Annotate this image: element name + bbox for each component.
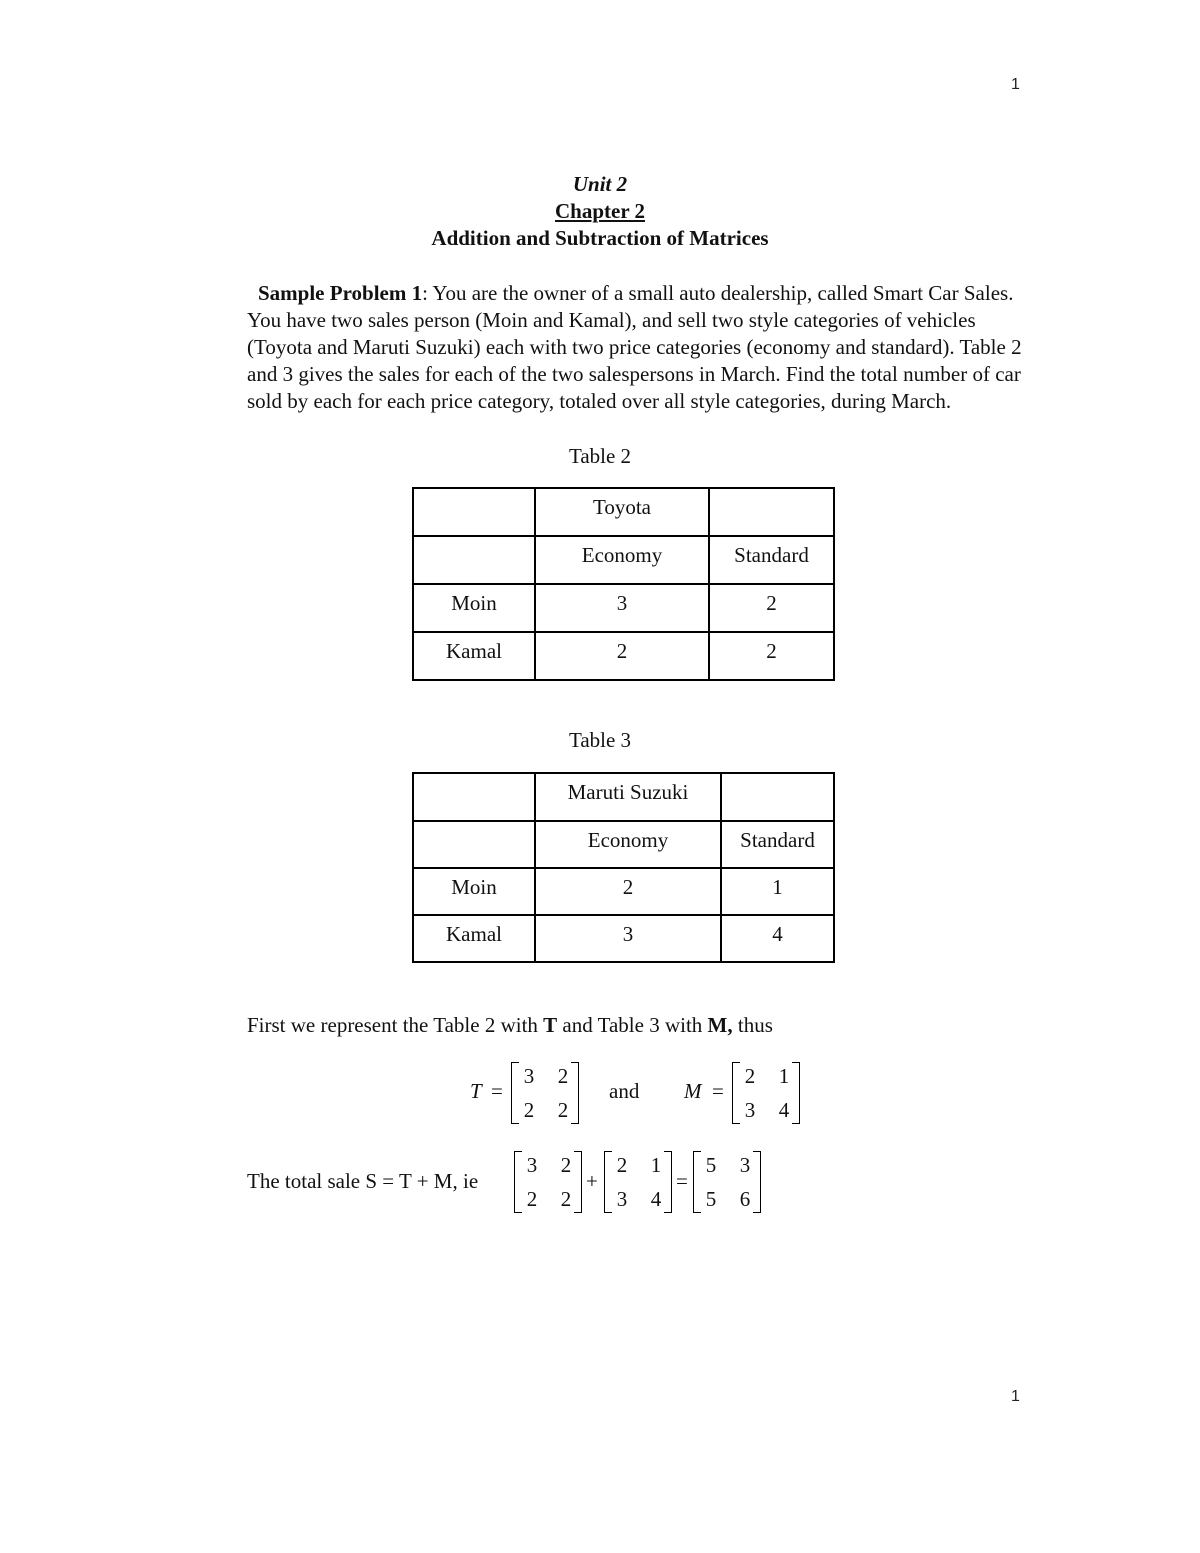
row-name: Moin <box>413 584 535 632</box>
matrix-cell: 5 <box>705 1153 717 1177</box>
bracket-left <box>511 1062 519 1124</box>
page-number-bottom: 1 <box>1011 1388 1020 1405</box>
table2 <box>412 487 835 681</box>
matrix-S <box>693 1151 761 1213</box>
row-name: Kamal <box>413 915 535 962</box>
matrix-cell: 2 <box>616 1153 628 1177</box>
cell-economy: 2 <box>535 868 721 915</box>
page-number-top: 1 <box>1011 76 1020 93</box>
table2-empty <box>709 488 834 536</box>
row-name: Moin <box>413 868 535 915</box>
table3-brand: Maruti Suzuki <box>535 773 721 821</box>
cell-standard: 4 <box>721 915 834 962</box>
table-row <box>413 632 834 680</box>
table-row <box>413 584 834 632</box>
matrix-cell: 1 <box>650 1153 662 1177</box>
table3-col-economy: Economy <box>535 821 721 868</box>
matrix-cell: 6 <box>739 1187 751 1211</box>
matrix-T <box>511 1062 579 1124</box>
matrix-cell: 2 <box>557 1098 569 1122</box>
matrix-cell: 2 <box>523 1098 535 1122</box>
table3-caption: Table 3 <box>568 728 632 752</box>
table2-caption: Table 2 <box>568 444 632 468</box>
table3-corner <box>413 773 535 821</box>
matrix-cell: 3 <box>523 1064 535 1088</box>
matrix-M <box>732 1062 800 1124</box>
represent-M: M, <box>707 1013 733 1037</box>
problem-paragraph <box>247 280 1037 415</box>
represent-text-2: and Table 3 with <box>557 1013 708 1037</box>
matrix-cell: 3 <box>526 1153 538 1177</box>
table2-col-economy: Economy <box>535 536 709 584</box>
bracket-left <box>693 1151 701 1213</box>
T-symbol: T <box>470 1079 482 1103</box>
bracket-left <box>604 1151 612 1213</box>
table2-brand: Toyota <box>535 488 709 536</box>
matrix-cell: 3 <box>739 1153 751 1177</box>
matrix-A <box>514 1151 582 1213</box>
bracket-left <box>732 1062 740 1124</box>
plus-sign: + <box>586 1169 598 1193</box>
table3-empty <box>721 773 834 821</box>
table3-col-standard: Standard <box>721 821 834 868</box>
row-name: Kamal <box>413 632 535 680</box>
unit-heading: Unit 2 <box>572 172 628 196</box>
matrix-B <box>604 1151 672 1213</box>
matrix-cell: 3 <box>744 1098 756 1122</box>
total-sale-text: The total sale S = T + M, ie <box>247 1169 479 1193</box>
problem-text: : You are the owner of a small auto dealership, called Smart Car Sales. You have two sales person (Moin and Kamal), and sell two style categories of vehicles (Toyota and Maruti Suzuki) each with two price categories (economy and standard). Table 2 and 3 gives the sales for each of the two salespersons in March. Find the total number of car sold by each for each price category, totaled over all style categories, during March. <box>247 281 1022 413</box>
equals-sign: = <box>491 1079 503 1103</box>
matrix-cell: 1 <box>778 1064 790 1088</box>
table-row <box>413 868 834 915</box>
represent-text-1: First we represent the Table 2 with <box>247 1013 544 1037</box>
matrix-cell: 5 <box>705 1187 717 1211</box>
matrix-cell: 2 <box>526 1187 538 1211</box>
cell-standard: 2 <box>709 584 834 632</box>
table2-col-standard: Standard <box>709 536 834 584</box>
cell-economy: 3 <box>535 915 721 962</box>
table3-empty <box>413 821 535 868</box>
equals-sign: = <box>712 1079 724 1103</box>
chapter-heading: Chapter 2 <box>554 199 646 223</box>
matrix-cell: 2 <box>744 1064 756 1088</box>
matrix-cell: 2 <box>560 1187 572 1211</box>
cell-standard: 1 <box>721 868 834 915</box>
table2-empty <box>413 536 535 584</box>
M-symbol: M <box>684 1079 702 1103</box>
represent-T: T <box>543 1013 558 1037</box>
and-word: and <box>609 1079 640 1103</box>
matrix-cell: 2 <box>560 1153 572 1177</box>
page-title: Addition and Subtraction of Matrices <box>431 226 769 250</box>
represent-sentence <box>247 1012 1037 1039</box>
matrix-cell: 4 <box>778 1098 790 1122</box>
table-row <box>413 915 834 962</box>
cell-economy: 3 <box>535 584 709 632</box>
matrix-cell: 4 <box>650 1187 662 1211</box>
cell-standard: 2 <box>709 632 834 680</box>
matrix-cell: 3 <box>616 1187 628 1211</box>
table3 <box>412 772 835 963</box>
problem-label: Sample Problem 1 <box>258 281 423 305</box>
matrix-cell: 2 <box>557 1064 569 1088</box>
represent-text-3: thus <box>732 1013 773 1037</box>
cell-economy: 2 <box>535 632 709 680</box>
table2-corner <box>413 488 535 536</box>
bracket-left <box>514 1151 522 1213</box>
equals-sign: = <box>676 1169 688 1193</box>
